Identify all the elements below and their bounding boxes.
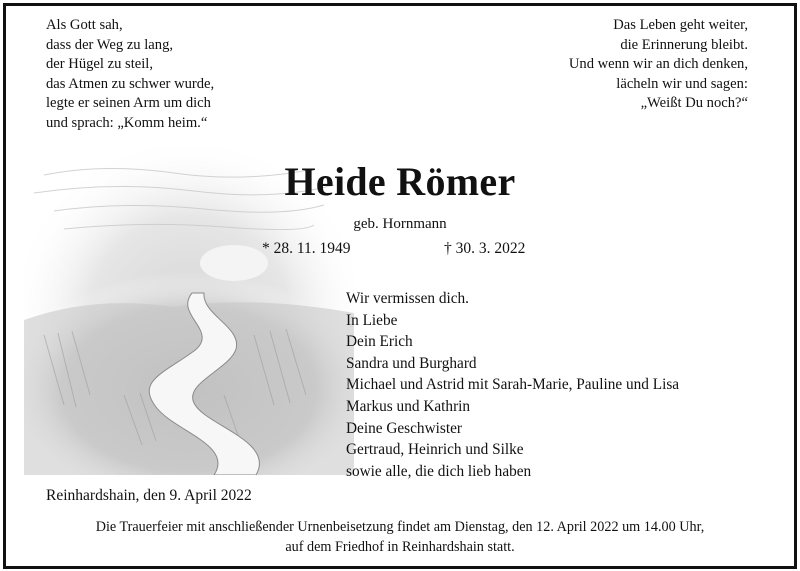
deceased-name: Heide Römer (284, 159, 516, 204)
poem-line: Als Gott sah, (46, 17, 123, 33)
death-date: † 30. 3. 2022 (444, 240, 526, 257)
place-and-date: Reinhardshain, den 9. April 2022 (46, 487, 252, 504)
mourners-list (346, 288, 679, 482)
poem-line: dass der Weg zu lang, (46, 36, 174, 53)
poem-line: und sprach: „Komm heim.“ (46, 114, 208, 131)
mourner-line: Michael und Astrid mit Sarah-Marie, Pauline und Lisa (346, 376, 680, 394)
mourner-line: Wir vermissen dich. (346, 290, 470, 307)
mourner-line: Deine Geschwister (346, 419, 462, 437)
maiden-name: geb. Hornmann (353, 216, 447, 232)
mourner-line: Gertraud, Heinrich und Silke (346, 441, 524, 459)
poem-line: die Erinnerung bleibt. (620, 36, 748, 53)
birth-date: * 28. 11. 1949 (262, 240, 351, 257)
poem-line: der Hügel zu steil, (46, 56, 153, 73)
poem-line: legte er seinen Arm um dich (46, 95, 211, 112)
poem-line: Und wenn wir an dich denken, (568, 56, 748, 73)
mourner-line: In Liebe (346, 311, 398, 329)
poem-line: lächeln wir und sagen: (616, 75, 748, 92)
mourner-line: sowie alle, die dich lieb haben (346, 462, 532, 480)
poem-right (569, 16, 748, 114)
poem-line: Das Leben geht weiter, (613, 17, 748, 33)
funeral-notice-line: Die Trauerfeier mit anschließender Urnenbeisetzung findet am Dienstag, den 12. April 2022 um 14.00 Uhr, (95, 519, 705, 535)
funeral-notice-line: auf dem Friedhof in Reinhardshain statt. (285, 538, 515, 555)
mourner-line: Markus und Kathrin (346, 397, 471, 415)
funeral-notice (0, 518, 800, 557)
mourner-line: Sandra und Burghard (346, 354, 477, 372)
poem-line: „Weißt Du noch?“ (640, 95, 748, 112)
poem-line: das Atmen zu schwer wurde, (46, 75, 215, 92)
mourner-line: Dein Erich (346, 333, 413, 351)
poem-left (46, 16, 214, 134)
